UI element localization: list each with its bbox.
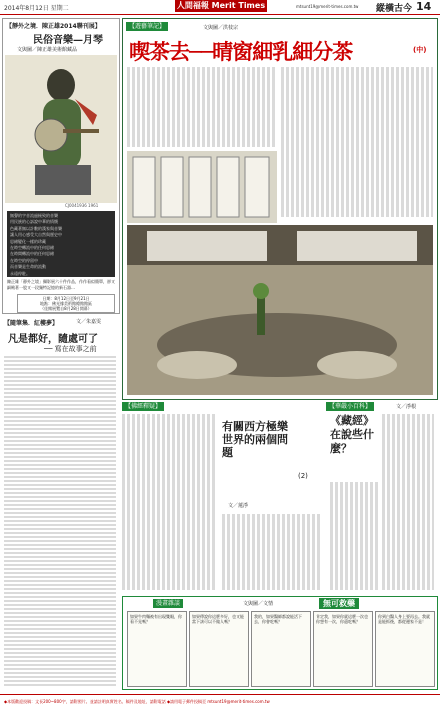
section-name: 縱橫古今 [376, 4, 413, 14]
poem-line: 用民族的心訴說中華的情懷 [10, 219, 58, 225]
sidebar-credit: 文與圖／陳正雄美術館藏品 [17, 47, 78, 53]
feature-title: 喫茶去──晴窗細乳細分茶 [129, 40, 353, 64]
poem-line: 思緒變化一樣的珍藏 [10, 238, 46, 244]
feature-tag: 【遊藝筆記】 [126, 22, 168, 31]
article-a-part: (2) [298, 472, 308, 480]
speech-bubble: 你到白醫人身上要再去。我就是能抓後，都從邊家不是！ [378, 614, 430, 624]
speech-bubble: 我的，如果醫師都說能活下去，你會吃嗎？ [254, 614, 302, 624]
speech-bubble: 肯定我，如果你就這麼一次也你想有一次，你還吃嗎？ [316, 614, 368, 624]
article-buddhist [122, 402, 322, 592]
feature-article [122, 18, 438, 400]
article-b-title: 《藏經》在說些什麼？ [330, 414, 374, 455]
moon-lute-painting [5, 55, 117, 203]
page-footer [0, 694, 440, 710]
comic-panel [251, 611, 311, 687]
contact-email: mtsunt19@merit-times.com.tw [296, 4, 359, 9]
article-a-tag: 【佛經釋疑】 [122, 402, 164, 411]
poem-line: 色藏著無以計數的漢家與音樂 [10, 225, 62, 231]
article-b-tag: 【華嚴小百科】 [326, 402, 374, 411]
comic-panel [127, 611, 187, 687]
lower-series: 【隨筆集．紅樓夢】 [4, 320, 59, 327]
sidebar-series: 【靜外之境．陳正雄2014聯刊展】 [6, 23, 101, 30]
poem-line: 永遠停駐。 [10, 270, 30, 276]
calligraphy-photo [127, 151, 277, 223]
speech-bubble: 如果牛肉麵被有出現雙眼，你看不見嗎？ [130, 614, 182, 624]
lower-subtitle: ── 寫在故事之前 [44, 345, 97, 353]
lower-title: 凡是都好，隨處可了 [8, 334, 98, 345]
tea-room-photo [127, 225, 433, 395]
feature-text-right [281, 67, 433, 217]
issue-date: 2014年8月12日 星期二 [4, 5, 69, 12]
article-b-author: 文／淨根 [396, 404, 417, 410]
comic-title: 無可救藥 [319, 598, 359, 609]
poem-line: 而音樂是生命的流動 [10, 264, 46, 270]
lower-body-text [4, 356, 116, 686]
comic-label: 漫畫雜談 [153, 599, 183, 608]
article-a-title: 有關西方極樂世界的兩個問題 [222, 420, 288, 459]
poem-line: 讓人用心感受大自然與歷史中 [10, 232, 62, 238]
exhibit-place: 地點：佛光緣美術館總館館區 [40, 301, 92, 306]
poem-box [7, 211, 115, 277]
speech-bubble: 如果傳說你這麼多好，也又能當下該可以不做人嗎？ [192, 614, 244, 624]
comic-author: 文與圖／文情 [243, 601, 274, 607]
feature-part: (中) [413, 46, 427, 54]
poem-line: 在時空轉流中的任何思緒 [10, 245, 54, 251]
page-header [0, 0, 440, 15]
comic-panel [313, 611, 373, 687]
feature-text-left [127, 67, 275, 147]
article-a-author: 文／蓮淨 [228, 503, 249, 509]
lower-author: 文／朱嘉雯 [76, 319, 102, 325]
article-a-text-right [222, 514, 322, 590]
poem-line: 在時空的停留中 [10, 257, 38, 263]
article-a-text-left [122, 414, 216, 590]
exhibit-note: （佳餚展覽自8月28日開幕） [40, 306, 92, 311]
poem-line: 無聲的字音流過極致的音樂 [10, 213, 58, 218]
feature-author: 文與圖／洪枝宗 [203, 25, 239, 31]
painting-caption: CJ0041936 1961 [65, 203, 99, 208]
poem-line: 在時間轉流中的任何思緒 [10, 251, 54, 257]
sidebar-title: 民俗音樂—月琴 [33, 35, 103, 46]
exhibit-date: 日期：8月12日至9月21日 [42, 296, 90, 301]
article-sutra [326, 402, 436, 592]
sidebar-top [2, 18, 120, 314]
sidebar-body: 陳正雄「靜外之境」攝影展六十件作品，作作看似簡單，卻又細緻著一股又一段獨特記憶的新石器… [7, 279, 115, 290]
newspaper-logo: 人間福報 Merit Times [176, 1, 266, 10]
sidebar-lower [2, 318, 118, 688]
footer-note: ◆本版歡迎投稿：文長200~800字，請附照片。並請註明真實姓名、稿件及地址，請附電話 ◆請用電子郵件投稿至 mtsunt19@merit-times.com.tw [4, 699, 270, 704]
page-number: 14 [416, 0, 432, 13]
comic-panel [375, 611, 435, 687]
article-b-text-lower [330, 482, 380, 590]
comic-strip [122, 596, 438, 690]
comic-panel [189, 611, 249, 687]
exhibit-info [17, 294, 115, 313]
article-b-text [382, 414, 434, 590]
